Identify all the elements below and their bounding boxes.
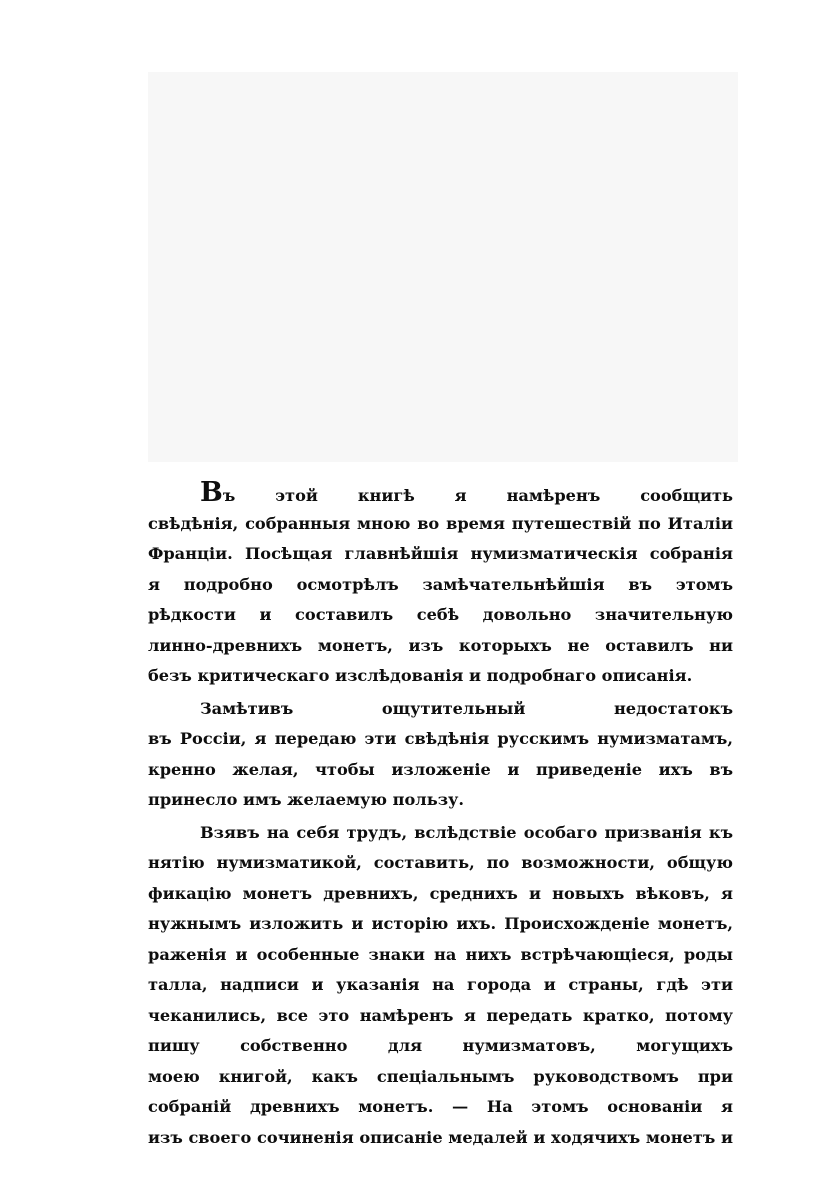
text-line xyxy=(148,909,733,940)
text-line-content: Франціи. Посѣщая главнѣйшія нумизматическія собранія xyxy=(148,544,733,563)
initial-capital: В xyxy=(200,478,223,508)
text-line xyxy=(148,509,733,540)
blank-page-area xyxy=(148,72,738,462)
text-line-content: нятію нумизматикой, составить, по возможности, общую xyxy=(148,853,733,872)
text-line xyxy=(148,1092,733,1123)
text-line xyxy=(148,478,733,509)
text-line-content: раженія и особенные знаки на нихъ встрѣчающіеся, роды xyxy=(148,944,733,964)
text-line xyxy=(148,879,733,910)
text-line xyxy=(148,1031,733,1062)
text-line-content: изъ своего сочиненія описаніе медалей и ходячихъ монетъ и xyxy=(148,1127,733,1147)
text-line-content: въ Россіи, я передаю эти свѣдѣнія русскимъ нумизматамъ, xyxy=(148,729,733,748)
text-line xyxy=(148,1001,733,1032)
text-line xyxy=(148,848,733,879)
paragraph-3 xyxy=(148,818,733,1154)
text-line xyxy=(148,970,733,1001)
text-line-content: талла, надписи и указанія на города и страны, гдѣ эти xyxy=(148,975,733,994)
text-line xyxy=(148,1123,733,1154)
text-line-content: принесло имъ желаемую пользу. xyxy=(148,790,465,809)
text-line xyxy=(148,1062,733,1093)
text-line-content: я подробно осмотрѣлъ замѣчательнѣйшія въ этомъ xyxy=(148,574,733,594)
text-line-content: линно-древнихъ монетъ, изъ которыхъ не оставилъ ни xyxy=(148,635,733,655)
text-line xyxy=(148,818,733,849)
text-line-content: моею книгой, какъ спеціальнымъ руководствомъ при xyxy=(148,1066,733,1086)
text-line xyxy=(148,631,733,662)
text-line-content: Замѣтивъ ощутительный недостатокъ xyxy=(200,698,733,718)
text-line-content: пишу собственно для нумизматовъ, могущихъ xyxy=(148,1036,733,1055)
text-line-content xyxy=(200,478,733,509)
text-line xyxy=(148,661,733,692)
text-line xyxy=(148,940,733,971)
text-line-content: собраній древнихъ монетъ. — На этомъ основаніи я xyxy=(148,1097,733,1116)
text-line-content: свѣдѣнія, собранныя мною во время путешествій по Италіи xyxy=(148,513,733,533)
text-line xyxy=(148,694,733,725)
text-line xyxy=(148,724,733,755)
paragraph-2 xyxy=(148,694,733,816)
text-line xyxy=(148,600,733,631)
text-line xyxy=(148,755,733,786)
text-line xyxy=(148,570,733,601)
text-line-content: нужнымъ изложить и исторію ихъ. Происхожденіе монетъ, xyxy=(148,914,733,933)
text-line-content: Взявъ на себя трудъ, вслѣдствіе особаго призванія къ xyxy=(200,822,733,842)
initial-line-rest: ъ этой книгѣ я намѣренъ сообщить xyxy=(222,486,733,505)
text-line xyxy=(148,785,733,816)
paragraph-1 xyxy=(148,478,733,692)
text-line xyxy=(148,539,733,570)
body-text xyxy=(148,478,733,1153)
text-line-content: фикацію монетъ древнихъ, среднихъ и новыхъ вѣковъ, я xyxy=(148,883,733,903)
text-line-content: чеканились, все это намѣренъ я передать кратко, потому xyxy=(148,1005,733,1025)
text-line-content: кренно желая, чтобы изложеніе и приведеніе ихъ въ xyxy=(148,759,733,779)
text-line-content: безъ критическаго изслѣдованія и подробнаго описанія. xyxy=(148,666,693,685)
text-line-content: рѣдкости и составилъ себѣ довольно значительную xyxy=(148,605,733,624)
